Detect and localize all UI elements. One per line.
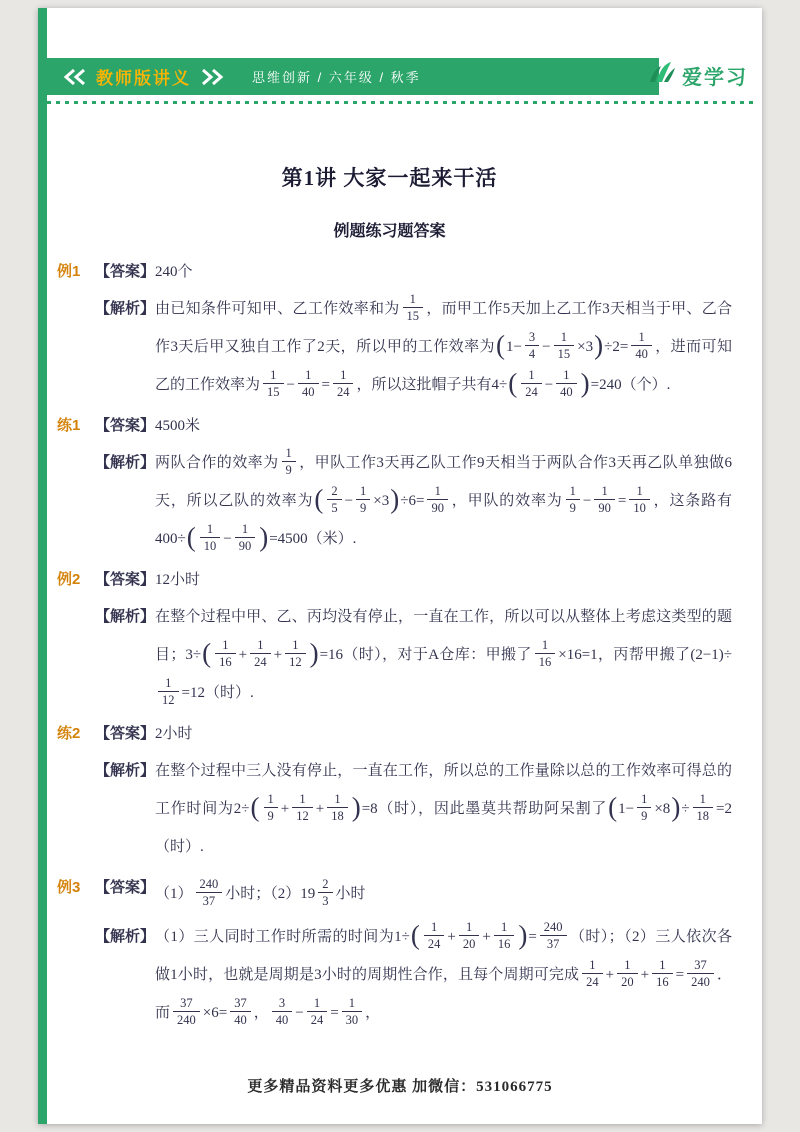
problem-body — [95, 875, 732, 1032]
problem-body — [95, 259, 732, 404]
big-paren-open-icon: ( — [186, 522, 196, 553]
fraction: $\frac{1}{15}$ — [554, 330, 575, 362]
problem-body — [95, 721, 732, 866]
fraction: $\frac{1}{10}$ — [629, 484, 650, 516]
big-paren-open-icon: ( — [508, 368, 518, 399]
fraction: $\frac{1}{18}$ — [327, 792, 348, 824]
fraction: $\frac{1}{40}$ — [631, 330, 652, 362]
problem-practice-1 — [47, 413, 732, 558]
fraction: $\frac{1}{16}$ — [215, 638, 236, 670]
problem-label: 例3 — [57, 879, 81, 896]
fraction: $\frac{1}{16}$ — [494, 920, 515, 952]
fraction: $\frac{1}{16}$ — [535, 638, 556, 670]
big-paren-open-icon: ( — [250, 792, 260, 823]
analysis-tag: 【解析】 — [95, 929, 156, 945]
problem-practice-2 — [47, 721, 732, 866]
fraction: $\frac{1}{15}$ — [403, 292, 424, 324]
analysis-row — [95, 290, 732, 404]
problem-label: 例2 — [57, 571, 81, 588]
answer-value: 4500米 — [155, 418, 201, 434]
fraction: $\frac{1}{24}$ — [307, 996, 328, 1028]
fraction: $\frac{2}{3}$ — [318, 877, 332, 909]
fraction: $\frac{3}{4}$ — [525, 330, 539, 362]
fraction: $\frac{1}{9}$ — [264, 792, 278, 824]
big-paren-open-icon: ( — [608, 792, 618, 823]
answer-value: 2小时 — [155, 726, 193, 742]
big-paren-close-icon: ) — [594, 330, 604, 361]
fraction: $\frac{1}{40}$ — [298, 368, 319, 400]
fraction: $\frac{1}{9}$ — [566, 484, 580, 516]
problem-body — [95, 567, 732, 712]
fraction: $\frac{240}{37}$ — [540, 920, 567, 952]
problem-example-2 — [47, 567, 732, 712]
fraction: $\frac{1}{10}$ — [200, 522, 221, 554]
big-paren-close-icon: ) — [259, 522, 269, 553]
left-green-strip — [38, 8, 47, 1124]
problem-label: 练2 — [57, 725, 81, 742]
answer-tag: 【答案】 — [95, 418, 156, 434]
answer-row — [95, 875, 732, 913]
fraction: $\frac{1}{12}$ — [292, 792, 313, 824]
big-paren-open-icon: ( — [202, 638, 212, 669]
problem-example-3 — [47, 875, 732, 1032]
fraction: $\frac{240}{37}$ — [196, 877, 223, 909]
big-paren-open-icon: ( — [410, 920, 420, 951]
fraction: $\frac{1}{24}$ — [250, 638, 271, 670]
fraction: $\frac{1}{90}$ — [427, 484, 448, 516]
fraction: $\frac{1}{90}$ — [235, 522, 256, 554]
logo-text: 爱学习 — [682, 67, 748, 89]
analysis-row — [95, 918, 732, 1032]
answer-value: （1） $\frac{240}{37}$ 小时；（2）19 $\frac{2}{3}$ 小时 — [155, 876, 366, 909]
answer-row — [95, 413, 732, 439]
leaf-logo-icon — [647, 60, 677, 91]
fraction: $\frac{3}{40}$ — [272, 996, 293, 1028]
answer-tag: 【答案】 — [95, 726, 156, 742]
fraction: $\frac{1}{30}$ — [342, 996, 363, 1028]
page-title: 第1讲 大家一起来干活 — [281, 166, 498, 190]
fraction: $\frac{37}{240}$ — [173, 996, 200, 1028]
header-bar — [47, 58, 659, 95]
answer-tag: 【答案】 — [95, 264, 156, 280]
brand-logo — [647, 60, 748, 91]
document-page — [38, 8, 762, 1124]
double-chevron-right-icon — [200, 69, 224, 85]
analysis-text: 由已知条件可知甲、乙工作效率和为 $\frac{1}{15}$ ，而甲工作5天加上乙工作3天相当于甲、乙合作3天后甲又独自工作了2天，所以甲的工作效率为(1− $\frac{3}{4}$ − $\frac{1}{15}$ ×3)÷2= $\frac{1}{40}$ ，进而可知乙的工作效率为 $\frac{1}{15}$ − $\frac{1}{40}$ = $\frac{1}{24}$ ，所以这批帽子共有4÷( $\frac{1}{24}$ − $\frac{1}{40}$ )=240（个）. — [155, 291, 732, 400]
fraction: $\frac{1}{15}$ — [263, 368, 284, 400]
fraction: $\frac{37}{40}$ — [230, 996, 251, 1028]
analysis-text: 两队合作的效率为 $\frac{1}{9}$ ，甲队工作3天再乙队工作9天相当于两队合作3天再乙队单独做6天，所以乙队的效率为( $\frac{2}{5}$ − $\frac{1}{9}$ ×3)÷6= $\frac{1}{90}$ ，甲队的效率为 $\frac{1}{9}$ − $\frac{1}{90}$ = $\frac{1}{10}$ ，这条路有400÷( $\frac{1}{10}$ − $\frac{1}{90}$ )=4500（米）. — [155, 445, 732, 554]
analysis-row — [95, 444, 732, 558]
footer-promo-text: 更多精品资料更多优惠 加微信：531066775 — [247, 1079, 553, 1095]
analysis-tag: 【解析】 — [95, 763, 156, 779]
answer-row — [95, 567, 732, 593]
fraction: $\frac{1}{12}$ — [285, 638, 306, 670]
fraction: $\frac{1}{9}$ — [282, 446, 296, 478]
double-chevron-left-icon — [63, 69, 87, 85]
analysis-tag: 【解析】 — [95, 455, 156, 471]
analysis-tag: 【解析】 — [95, 609, 156, 625]
fraction: $\frac{1}{18}$ — [693, 792, 714, 824]
fraction: $\frac{1}{24}$ — [582, 958, 603, 990]
answer-tag: 【答案】 — [95, 880, 156, 896]
fraction: $\frac{2}{5}$ — [327, 484, 341, 516]
fraction: $\frac{1}{20}$ — [459, 920, 480, 952]
fraction: $\frac{1}{90}$ — [594, 484, 615, 516]
analysis-text: （1）三人同时工作时所需的时间为1÷( $\frac{1}{24}$ + $\frac{1}{20}$ + $\frac{1}{16}$ )= $\frac{240}{37}$ （时）；（2）三人依次各做1小时，也就是周期是3小时的周期性合作，且每个周期可完成 $\frac{1}{24}$ + $\frac{1}{20}$ + $\frac{1}{16}$ = $\frac{37}{240}$ ． 而 $\frac{37}{240}$ ×6= $\frac{37}{40}$ ， $\frac{3}{40}$ − $\frac{1}{24}$ = $\frac{1}{30}$ ， — [155, 919, 732, 1028]
answer-tag: 【答案】 — [95, 572, 156, 588]
fraction: $\frac{1}{20}$ — [617, 958, 638, 990]
analysis-text: 在整个过程中三人没有停止，一直在工作，所以总的工作量除以总的工作效率可得总的工作时间为2÷( $\frac{1}{9}$ + $\frac{1}{12}$ + $\frac{1}{18}$ )=8（时），因此墨莫共帮助阿呆割了(1− $\frac{1}{9}$ ×8)÷ $\frac{1}{18}$ =2（时）. — [155, 763, 733, 855]
analysis-row — [95, 752, 732, 866]
problem-list — [47, 259, 732, 1032]
page-subtitle: 例题练习题答案 — [333, 223, 446, 240]
big-paren-open-icon: ( — [314, 484, 324, 515]
answer-value: 240个 — [155, 264, 193, 280]
fraction: $\frac{1}{40}$ — [556, 368, 577, 400]
answer-row — [95, 259, 732, 285]
big-paren-close-icon: ) — [671, 792, 681, 823]
big-paren-close-icon: ) — [351, 792, 361, 823]
big-paren-close-icon: ) — [580, 368, 590, 399]
header-meta: 思维创新 / 六年级 / 秋季 — [252, 70, 421, 85]
fraction: $\frac{1}{24}$ — [521, 368, 542, 400]
problem-label: 练1 — [57, 417, 81, 434]
analysis-tag: 【解析】 — [95, 301, 156, 317]
fraction: $\frac{1}{9}$ — [637, 792, 651, 824]
analysis-row — [95, 598, 732, 712]
fraction: $\frac{1}{9}$ — [356, 484, 370, 516]
answer-value: 12小时 — [155, 572, 201, 588]
document-content — [47, 112, 762, 1041]
fraction: $\frac{37}{240}$ — [687, 958, 714, 990]
problem-body — [95, 413, 732, 558]
problem-example-1 — [47, 259, 732, 404]
fraction: $\frac{1}{12}$ — [158, 676, 179, 708]
fraction: $\frac{1}{24}$ — [424, 920, 445, 952]
big-paren-close-icon: ) — [518, 920, 528, 951]
big-paren-open-icon: ( — [495, 330, 505, 361]
dotted-divider — [47, 101, 758, 104]
big-paren-close-icon: ) — [309, 638, 319, 669]
fraction: $\frac{1}{24}$ — [333, 368, 354, 400]
brand-title: 教师版讲义 — [96, 69, 191, 88]
problem-label: 例1 — [57, 263, 81, 280]
fraction: $\frac{1}{16}$ — [652, 958, 673, 990]
big-paren-close-icon: ) — [390, 484, 400, 515]
answer-row — [95, 721, 732, 747]
analysis-text: 在整个过程中甲、乙、丙均没有停止，一直在工作，所以可以从整体上考虑这类型的题目；3÷( $\frac{1}{16}$ + $\frac{1}{24}$ + $\frac{1}{12}$ )=16（时），对于A仓库：甲搬了 $\frac{1}{16}$ ×16=1，丙帮甲搬了(2−1)÷ $\frac{1}{12}$ =12（时）. — [155, 609, 733, 708]
